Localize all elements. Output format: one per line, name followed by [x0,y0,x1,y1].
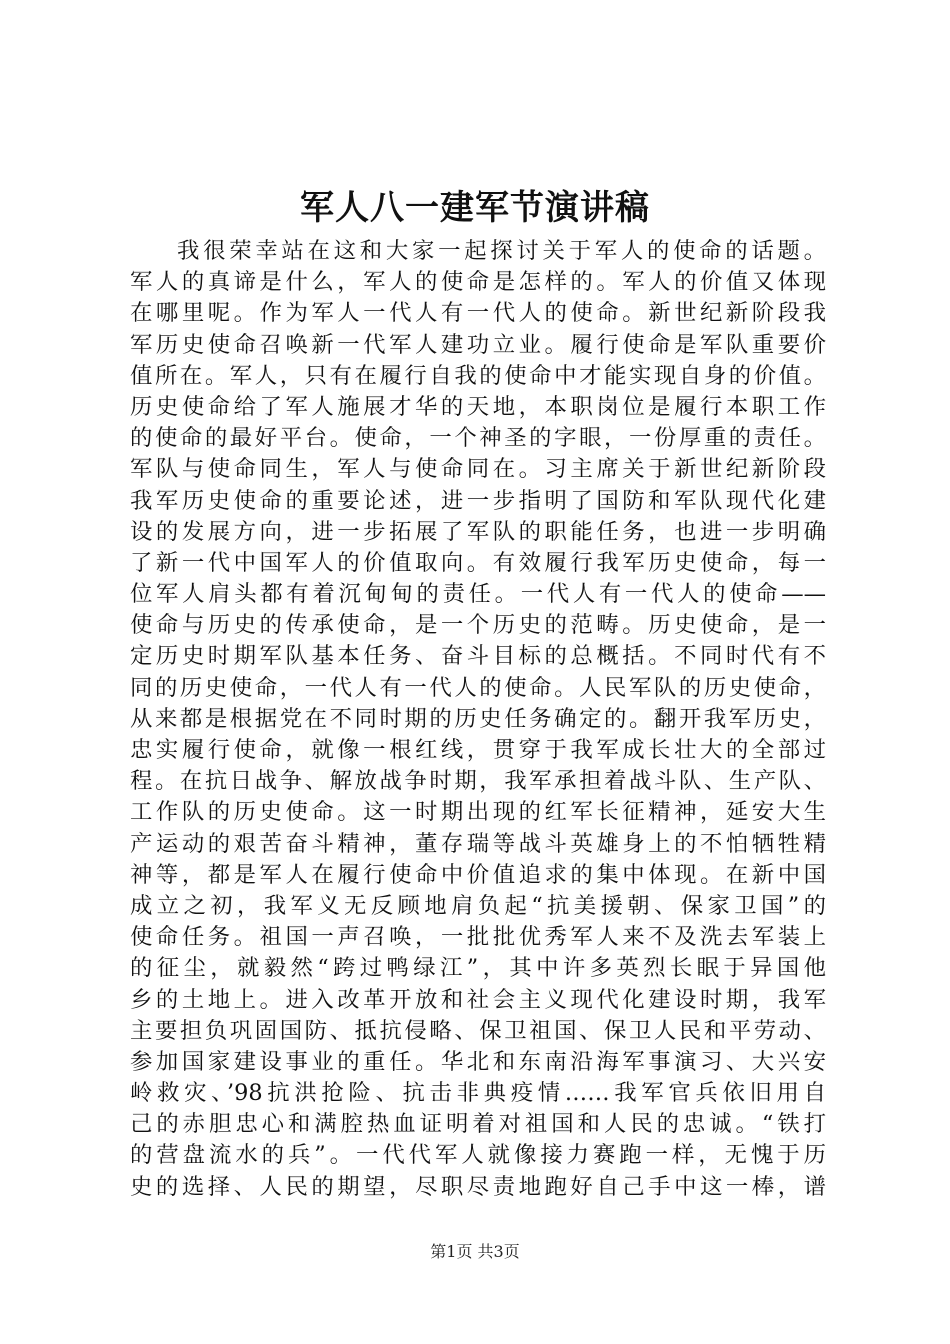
text-line: 位军人肩头都有着沉甸甸的责任。一代人有一代人的使命—— [130,581,826,608]
text-line: 乡的土地上。进入改革开放和社会主义现代化建设时期，我军 [130,986,826,1013]
text-line: 神等，都是军人在履行使命中价值追求的集中体现。在新中国 [130,861,826,888]
text-line: 军人的真谛是什么，军人的使命是怎样的。军人的价值又体现 [130,269,826,296]
text-line: 我军历史使命的重要论述，进一步指明了国防和军队现代化建 [130,487,826,514]
text-line: 同的历史使命，一代人有一代人的使命。人民军队的历史使命， [130,674,826,701]
text-line: 设的发展方向，进一步拓展了军队的职能任务，也进一步明确 [130,518,826,545]
text-line: 的使命的最好平台。使命，一个神圣的字眼，一份厚重的责任。 [130,425,826,452]
text-line: 成立之初，我军义无反顾地肩负起“抗美援朝、保家卫国”的 [130,892,826,919]
text-line: 了新一代中国军人的价值取向。有效履行我军历史使命，每一 [130,549,826,576]
page-title: 军人八一建军节演讲稿 [300,188,650,228]
text-line: 在哪里呢。作为军人一代人有一代人的使命。新世纪新阶段我 [130,300,826,327]
text-line: 使命任务。祖国一声召唤，一批批优秀军人来不及洗去军装上 [130,924,826,951]
text-line: 史的选择、人民的期望，尽职尽责地跑好自己手中这一棒，谱 [130,1173,826,1200]
text-line: 我很荣幸站在这和大家一起探讨关于军人的使命的话题。 [177,238,826,264]
text-line: 军队与使命同生，军人与使命同在。习主席关于新世纪新阶段 [130,456,826,483]
text-line: 产运动的艰苦奋斗精神，董存瑞等战斗英雄身上的不怕牺牲精 [130,830,826,857]
text-line: 忠实履行使命，就像一根红线，贯穿于我军成长壮大的全部过 [130,737,826,763]
page-footer: 第1页 共3页 [430,1242,520,1261]
text-line: 己的赤胆忠心和满腔热血证明着对祖国和人民的忠诚。“铁打 [130,1111,826,1138]
body-text [130,236,826,1203]
text-line: 使命与历史的传承使命，是一个历史的范畴。历史使命，是一 [130,612,826,639]
text-line: 工作队的历史使命。这一时期出现的红军长征精神，延安大生 [130,799,826,826]
text-line: 从来都是根据党在不同时期的历史任务确定的。翻开我军历史， [130,705,826,732]
text-line: 的征尘，就毅然“跨过鸭绿江”，其中许多英烈长眠于异国他 [130,955,826,982]
text-line: 值所在。军人，只有在履行自我的使命中才能实现自身的价值。 [130,362,826,389]
text-line: 主要担负巩固国防、抵抗侵略、保卫祖国、保卫人民和平劳动、 [130,1017,826,1044]
text-line: 岭救灾、’98抗洪抢险、抗击非典疫情……我军官兵依旧用自 [130,1080,826,1107]
text-line: 参加国家建设事业的重任。华北和东南沿海军事演习、大兴安 [130,1048,826,1075]
text-line: 定历史时期军队基本任务、奋斗目标的总概括。不同时代有不 [130,643,826,670]
text-line: 的营盘流水的兵”。一代代军人就像接力赛跑一样，无愧于历 [130,1142,826,1169]
text-line: 历史使命给了军人施展才华的天地，本职岗位是履行本职工作 [130,393,826,420]
text-line: 军历史使命召唤新一代军人建功立业。履行使命是军队重要价 [130,331,826,358]
text-line: 程。在抗日战争、解放战争时期，我军承担着战斗队、生产队、 [130,768,826,795]
